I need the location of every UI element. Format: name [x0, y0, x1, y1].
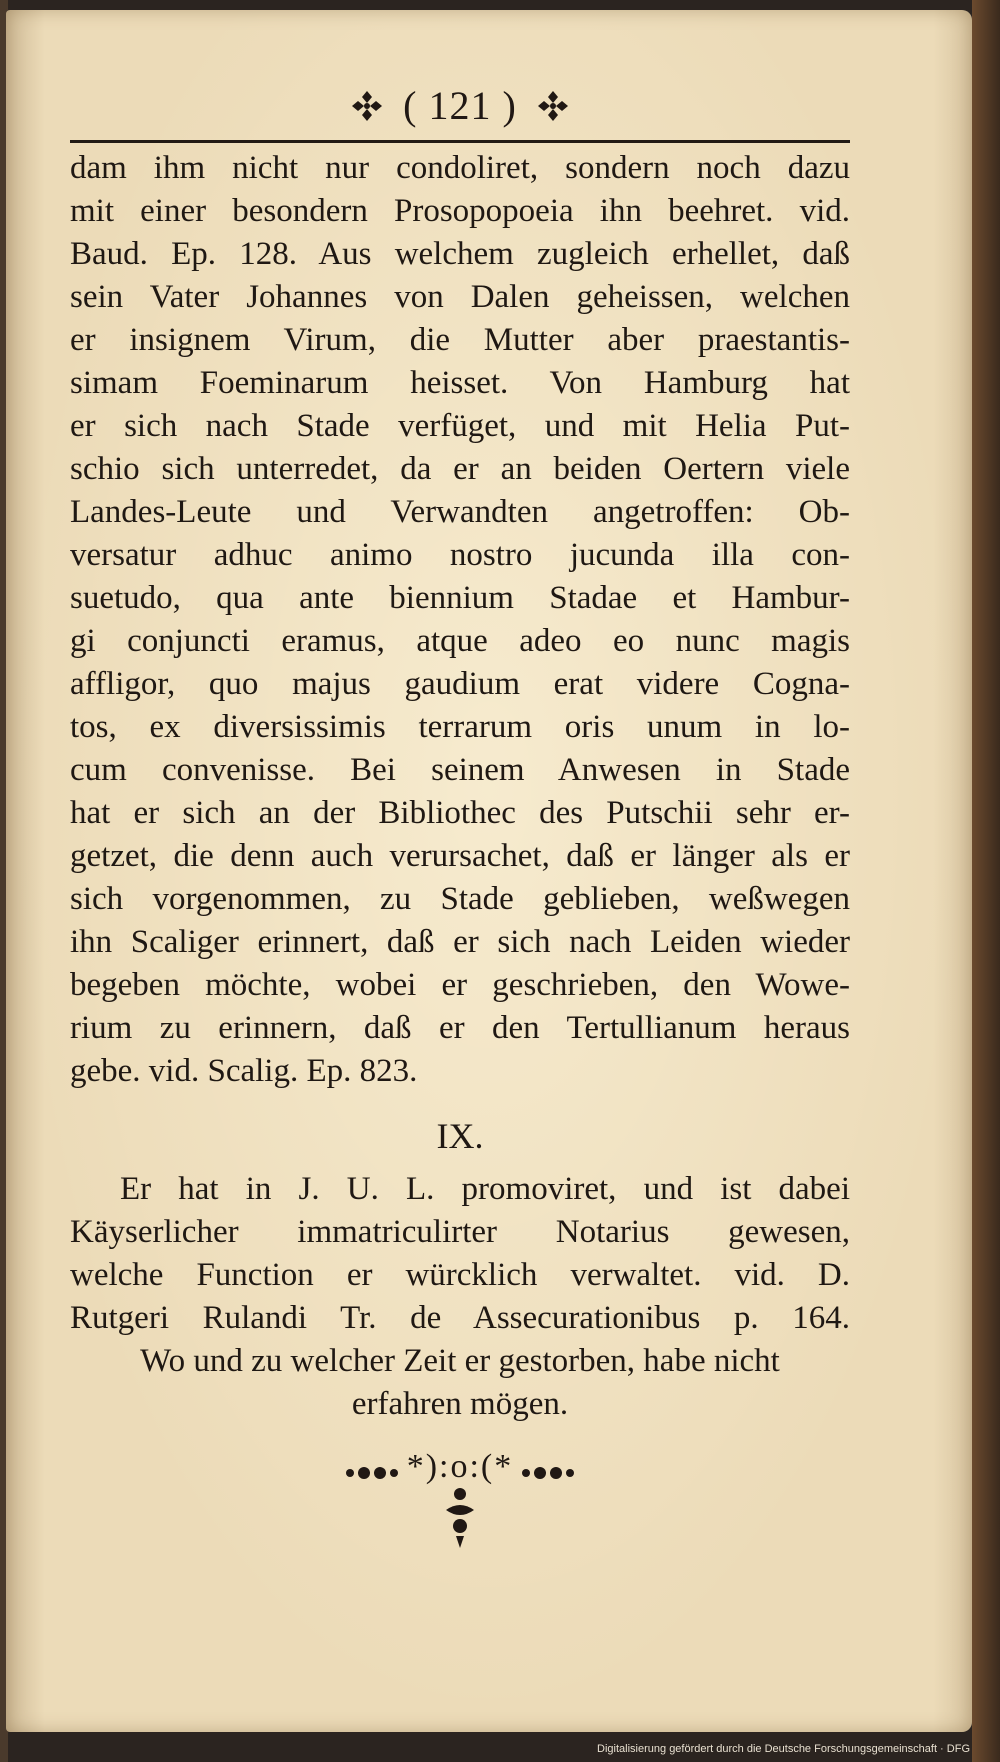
header-rule	[70, 140, 850, 147]
tailpiece-flourish-left-icon	[342, 1461, 402, 1485]
text-line: Er hat in J. U. L. promoviret, und ist dabei	[120, 1171, 850, 1207]
text-line: Wo und zu welcher Zeit er gestorben, habe nicht	[140, 1343, 780, 1379]
text-line: hat er sich an der Bibliothec des Putschii sehr er-	[70, 795, 850, 831]
text-line: gebe. vid. Scalig. Ep. 823.	[70, 1053, 418, 1089]
text-line: tos, ex diversissimis terrarum oris unum in lo-	[70, 709, 850, 745]
tailpiece-text: *):o:(*	[406, 1448, 514, 1485]
text-line: mit einer besondern Prosopopoeia ihn beehret. vid.	[70, 193, 850, 229]
book-right-edge	[972, 0, 1000, 1762]
text-line: versatur adhuc animo nostro jucunda illa con-	[70, 537, 850, 573]
text-line: sein Vater Johannes von Dalen geheissen, welchen	[70, 279, 850, 315]
text-line: getzet, die denn auch verursachet, daß er länger als er	[70, 838, 850, 874]
text-line: cum convenisse. Bei seinem Anwesen in Stade	[70, 752, 850, 788]
text-line: affligor, quo majus gaudium erat videre Cogna-	[70, 666, 850, 702]
text-line: suetudo, qua ante biennium Stadae et Hambur-	[70, 580, 850, 616]
text-line: sich vorgenommen, zu Stade geblieben, weßwegen	[70, 881, 850, 917]
text-line: er sich nach Stade verfüget, und mit Helia Put-	[70, 408, 850, 444]
ornament-right-icon	[536, 89, 570, 123]
section-number: IX.	[436, 1116, 484, 1156]
text-line: Landes-Leute und Verwandten angetroffen: Ob-	[70, 494, 850, 530]
tailpiece-drop-ornament-icon	[440, 1486, 480, 1550]
text-line: rium zu erinnern, daß er den Tertullianum heraus	[70, 1010, 850, 1046]
text-line: er insignem Virum, die Mutter aber praestantis-	[70, 322, 850, 358]
ornament-left-icon	[350, 89, 384, 123]
text-line: begeben möchte, wobei er geschrieben, den Wowe-	[70, 967, 850, 1003]
text-line: Baud. Ep. 128. Aus welchem zugleich erhellet, daß	[70, 236, 850, 272]
text-line: welche Function er würcklich verwaltet. vid. D.	[70, 1257, 850, 1293]
digitization-credit: Digitalisierung gefördert durch die Deutsche Forschungsgemeinschaft · DFG	[597, 1743, 970, 1755]
text-line: erfahren mögen.	[351, 1386, 569, 1422]
page-number: ( 121 )	[403, 83, 517, 128]
text-line: schio sich unterredet, da er an beiden Oertern viele	[70, 451, 850, 487]
text-line: ihn Scaliger erinnert, daß er sich nach Leiden wieder	[70, 924, 850, 960]
text-line: simam Foeminarum heisset. Von Hamburg hat	[70, 365, 850, 401]
text-line: dam ihm nicht nur condoliret, sondern noch dazu	[70, 150, 850, 186]
text-line: gi conjuncti eramus, atque adeo eo nunc magis	[70, 623, 850, 659]
page-header	[70, 82, 850, 142]
text-line: Rutgeri Rulandi Tr. de Assecurationibus p. 164.	[70, 1300, 850, 1336]
paragraph-2	[70, 1168, 850, 1426]
tailpiece-flourish-right-icon	[518, 1461, 578, 1485]
text-line: Käyserlicher immatriculirter Notarius gewesen,	[70, 1214, 850, 1250]
paragraph-1	[70, 147, 850, 1093]
tailpiece	[290, 1448, 630, 1568]
